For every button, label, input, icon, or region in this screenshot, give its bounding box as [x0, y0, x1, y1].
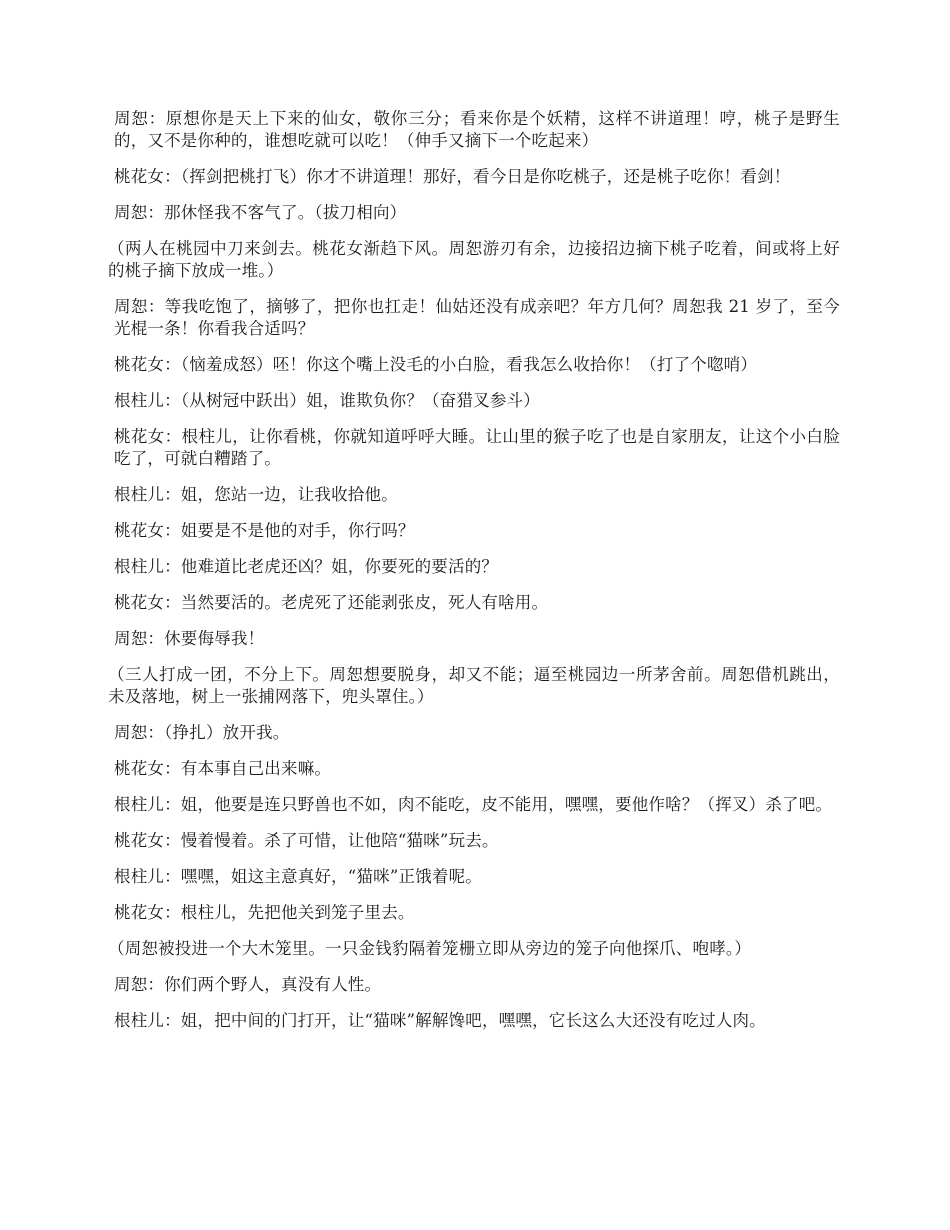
dialogue-line: 桃花女：根柱儿，让你看桃，你就知道呼呼大睡。让山里的猴子吃了也是自家朋友，让这个小白脸吃了，可就白糟踏了。 — [114, 427, 840, 468]
dialogue-line: 桃花女：当然要活的。老虎死了还能剥张皮，死人有啥用。 — [114, 593, 549, 612]
dialogue-line: 根柱儿：姐，他要是连只野兽也不如，肉不能吃，皮不能用，嘿嘿，要他作啥？（挥叉）杀了吧。 — [114, 795, 833, 814]
script-text — [108, 108, 840, 1046]
dialogue-line: 桃花女：根柱儿，先把他关到笼子里去。 — [114, 903, 415, 922]
dialogue-line: 根柱儿：姐，把中间的门打开，让“猫咪”解解馋吧，嘿嘿，它长这么大还没有吃过人肉。 — [114, 1011, 766, 1030]
stage-direction: （周恕被投进一个大木笼里。一只金钱豹隔着笼栅立即从旁边的笼子向他探爪、咆哮。） — [108, 939, 752, 958]
stage-direction: （三人打成一团，不分上下。周恕想要脱身，却又不能；逼至桃园边一所茅舍前。周恕借机跳出，未及落地，树上一张捕网落下，兜头罩住。） — [108, 665, 840, 706]
dialogue-line: 桃花女：有本事自己出来嘛。 — [114, 759, 332, 778]
dialogue-line: 根柱儿：（从树冠中跃出）姐，谁欺负你？（奋猎叉参斗） — [114, 391, 540, 410]
dialogue-line: 周恕：那休怪我不客气了。（拔刀相向） — [114, 203, 407, 222]
dialogue-line: 桃花女：（挥剑把桃打飞）你才不讲道理！那好，看今日是你吃桃子，还是桃子吃你！看剑！ — [114, 167, 791, 186]
dialogue-line: 桃花女：姐要是不是他的对手，你行吗？ — [114, 521, 415, 540]
dialogue-line: 根柱儿：嘿嘿，姐这主意真好，“猫咪”正饿着呢。 — [114, 867, 482, 886]
dialogue-line: 周恕：（挣扎）放开我。 — [114, 723, 290, 742]
dialogue-line: 桃花女：（恼羞成怒）呸！你这个嘴上没毛的小白脸，看我怎么收拾你！（打了个唿哨） — [114, 355, 758, 374]
dialogue-line: 周恕：你们两个野人，真没有人性。 — [114, 975, 382, 994]
dialogue-line: 根柱儿：他难道比老虎还凶？姐，你要死的要活的？ — [114, 557, 499, 576]
stage-direction: （两人在桃园中刀来剑去。桃花女渐趋下风。周恕游刃有余，边接招边摘下桃子吃着，间或将上好的桃子摘下放成一堆。） — [108, 239, 840, 280]
dialogue-line: 周恕：休要侮辱我！ — [114, 629, 265, 648]
dialogue-line: 根柱儿：姐，您站一边，让我收拾他。 — [114, 485, 398, 504]
dialogue-line: 桃花女：慢着慢着。杀了可惜，让他陪“猫咪”玩去。 — [114, 831, 499, 850]
dialogue-line: 周恕：原想你是天上下来的仙女，敬你三分；看来你是个妖精，这样不讲道理！哼，桃子是野生的，又不是你种的，谁想吃就可以吃！（伸手又摘下一个吃起来） — [114, 109, 840, 150]
dialogue-line: 周恕：等我吃饱了，摘够了，把你也扛走！仙姑还没有成亲吧？年方几何？周恕我 21 岁了，至今光棍一条！你看我合适吗？ — [114, 297, 840, 338]
